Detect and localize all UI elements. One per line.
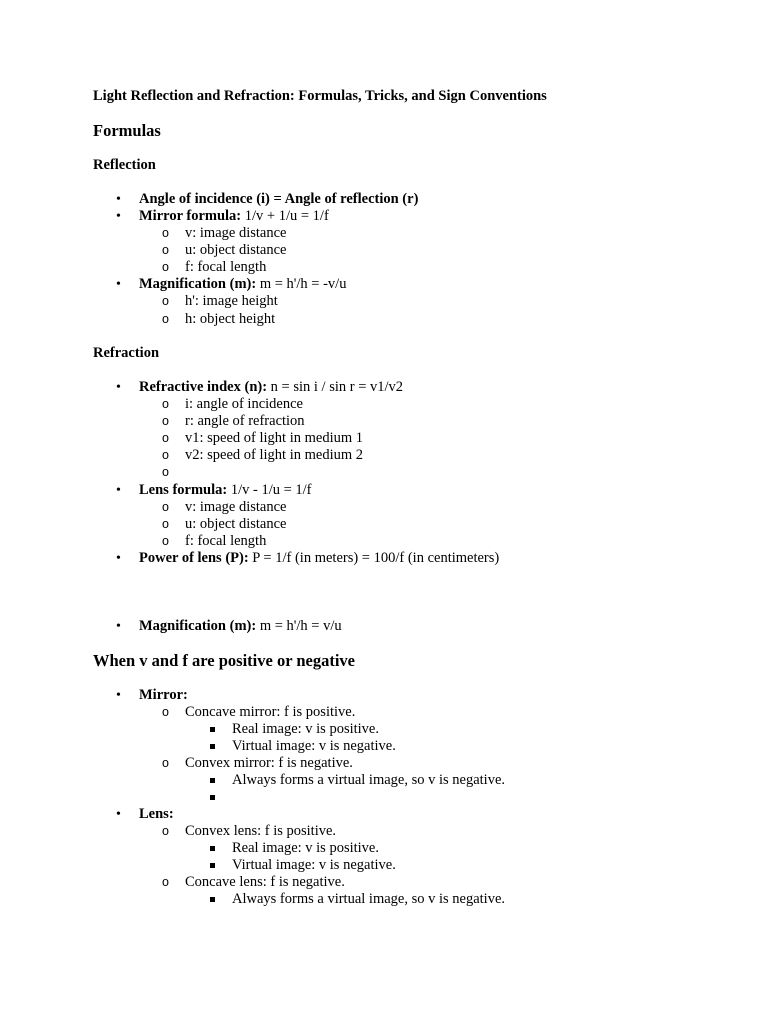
document-title: Light Reflection and Refraction: Formulas, Tricks, and Sign Conventions (93, 88, 547, 104)
circle-marker: o (162, 312, 169, 326)
list-item: r: angle of refraction (185, 413, 305, 429)
bullet-marker: • (116, 619, 121, 634)
square-bullet-marker (210, 778, 215, 783)
list-item: v: image distance (185, 225, 287, 241)
power-of-lens-label: Power of lens (P): (139, 550, 249, 566)
square-bullet-marker (210, 846, 215, 851)
circle-marker: o (162, 431, 169, 445)
power-of-lens-item (139, 550, 499, 567)
list-item: h: object height (185, 311, 276, 327)
bullet-marker: • (116, 807, 121, 822)
lens-formula-value: 1/v - 1/u = 1/f (227, 482, 312, 498)
circle-marker: o (162, 243, 169, 257)
mirror-formula-item (139, 208, 329, 225)
list-item: v1: speed of light in medium 1 (185, 430, 364, 446)
reflection-law: Angle of incidence (i) = Angle of reflection (r) (139, 191, 419, 207)
bullet-marker: • (116, 380, 121, 395)
list-item: Always forms a virtual image, so v is negative. (232, 891, 506, 907)
bullet-marker: • (116, 209, 121, 224)
magnification-mirror-item (139, 276, 346, 293)
list-item: Concave lens: f is negative. (185, 874, 345, 890)
bullet-marker: • (116, 551, 121, 566)
circle-marker: o (162, 875, 169, 889)
list-item: f: focal length (185, 533, 267, 549)
magnification-label: Magnification (m): (139, 276, 257, 292)
magnification-lens-label: Magnification (m): (139, 618, 257, 634)
list-item: Real image: v is positive. (232, 840, 379, 856)
square-bullet-marker (210, 897, 215, 902)
square-bullet-marker (210, 727, 215, 732)
circle-marker: o (162, 465, 169, 479)
list-item: i: angle of incidence (185, 396, 303, 412)
list-item: v2: speed of light in medium 2 (185, 447, 364, 463)
mirror-formula-value: 1/v + 1/u = 1/f (241, 208, 329, 224)
square-bullet-marker (210, 863, 215, 868)
circle-marker: o (162, 534, 169, 548)
mirror-formula-label: Mirror formula: (139, 208, 242, 224)
magnification-lens-value: m = h'/h = v/u (256, 618, 342, 634)
refractive-index-item (139, 379, 403, 396)
circle-marker: o (162, 824, 169, 838)
magnification-lens-item (139, 618, 342, 635)
power-of-lens-value: P = 1/f (in meters) = 100/f (in centimeters) (248, 550, 500, 566)
list-item: Virtual image: v is negative. (232, 857, 396, 873)
circle-marker: o (162, 260, 169, 274)
sign-convention-heading: When v and f are positive or negative (93, 651, 356, 670)
circle-marker: o (162, 414, 169, 428)
refractive-index-value: n = sin i / sin r = v1/v2 (267, 379, 404, 395)
list-item: h': image height (185, 293, 278, 309)
circle-marker: o (162, 397, 169, 411)
lens-label: Lens: (139, 806, 174, 822)
bullet-marker: • (116, 688, 121, 703)
list-item: u: object distance (185, 242, 287, 258)
list-item: Convex mirror: f is negative. (185, 755, 353, 771)
list-item: Virtual image: v is negative. (232, 738, 396, 754)
bullet-marker: • (116, 483, 121, 498)
refractive-index-label: Refractive index (n): (139, 379, 268, 395)
list-item: Always forms a virtual image, so v is negative. (232, 772, 506, 788)
square-bullet-marker (210, 744, 215, 749)
reflection-heading: Reflection (93, 157, 156, 173)
bullet-marker: • (116, 277, 121, 292)
circle-marker: o (162, 705, 169, 719)
list-item: Concave mirror: f is positive. (185, 704, 356, 720)
circle-marker: o (162, 517, 169, 531)
mirror-label: Mirror: (139, 687, 188, 703)
circle-marker: o (162, 500, 169, 514)
magnification-value: m = h'/h = -v/u (256, 276, 347, 292)
list-item: v: image distance (185, 499, 287, 515)
square-bullet-marker (210, 795, 215, 800)
circle-marker: o (162, 756, 169, 770)
formulas-heading: Formulas (93, 121, 161, 140)
list-item: u: object distance (185, 516, 287, 532)
list-item: Convex lens: f is positive. (185, 823, 337, 839)
circle-marker: o (162, 294, 169, 308)
circle-marker: o (162, 226, 169, 240)
bullet-marker: • (116, 192, 121, 207)
circle-marker: o (162, 448, 169, 462)
refraction-heading: Refraction (93, 345, 160, 361)
lens-formula-item (139, 482, 312, 499)
list-item: f: focal length (185, 259, 267, 275)
lens-formula-label: Lens formula: (139, 482, 228, 498)
list-item: Real image: v is positive. (232, 721, 379, 737)
